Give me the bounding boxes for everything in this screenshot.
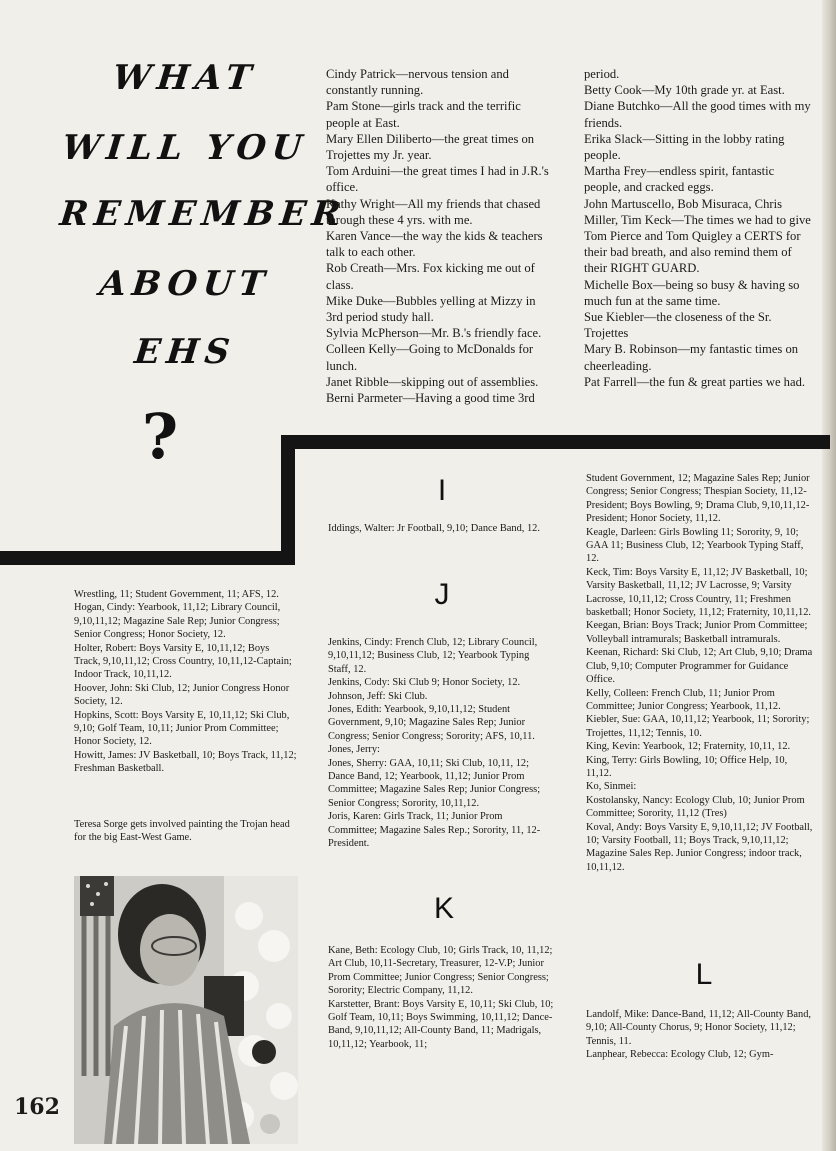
quote-item: Berni Parmeter—Having a good time 3rd <box>326 391 535 406</box>
quote-item: Sylvia McPherson—Mr. B.'s friendly face. <box>326 326 542 341</box>
roster-section-i <box>328 522 554 535</box>
quote-item: Mary B. Robinson—my fantastic times on cheerleading. <box>584 342 799 373</box>
question-mark: ? <box>141 400 179 473</box>
roster-entry: Iddings, Walter: Jr Football, 9,10; Dance Band, 12. <box>328 523 540 534</box>
quote-item: Pat Farrell—the fun & great parties we had. <box>584 374 806 389</box>
roster-section-l <box>586 1008 814 1062</box>
roster-entry: Ko, Sinmei: <box>586 781 637 793</box>
roster-entry: Lanphear, Rebecca: Ecology Club, 12; Gym- <box>586 1049 774 1061</box>
headline-line-4: ABOUT <box>97 264 273 304</box>
quote-item: Kathy Wright—All my friends that chased through these 4 yrs. with me. <box>326 196 541 227</box>
page-number: 162 <box>14 1094 60 1120</box>
roster-column-3 <box>586 472 814 874</box>
roster-entry: Keegan, Brian: Boys Track; Junior Prom Committee; Volleyball intramurals; Basketball intramurals. <box>586 620 808 645</box>
roster-column-1 <box>74 588 298 776</box>
section-letter-l: L <box>695 958 713 991</box>
roster-entry: Hopkins, Scott: Boys Varsity E, 10,11,12; Ski Club, 9,10; Golf Team, 10,11; Junior Prom Committee; Honor Society, 12. <box>74 709 290 748</box>
quote-item: Tom Arduini—the great times I had in J.R.'s office. <box>326 164 549 195</box>
roster-entry: Johnson, Jeff: Ski Club. <box>328 690 428 702</box>
roster-entry: Kelly, Colleen: French Club, 11; Junior Prom Committee; Junior Congress; Yearbook, 11,12. <box>586 687 781 712</box>
quote-item: Martha Frey—endless spirit, fantastic people, and cracked eggs. <box>584 164 775 195</box>
quote-item: Erika Slack—Sitting in the lobby rating people. <box>584 131 785 163</box>
quote-item: Michelle Box—being so busy & having so much fun at the same time. <box>584 277 800 308</box>
quote-item: Pam Stone—girls track and the terrific people at East. <box>326 99 521 130</box>
quote-item: Mary Ellen Diliberto—the great times on Trojettes my Jr. year. <box>326 131 535 163</box>
photo-caption: Teresa Sorge gets involved painting the Trojan head for the big East-West Game. <box>74 819 290 844</box>
photo-teresa-sorge <box>74 876 298 1144</box>
section-letter-k: K <box>433 892 454 925</box>
roster-entry: Keck, Tim: Boys Varsity E, 11,12; JV Basketball, 10; Varsity Basketball, 11,12; JV Lacrosse, 9; Varsity Lacrosse, 10,11,12; Cross Country, 11; Freshmen basketball; Honor Society, 11,12; Fraternity, 10,11,12. <box>586 566 811 619</box>
roster-entry: Keenan, Richard: Ski Club, 12; Art Club, 9,10; Drama Club, 9,10; Computer Programmer for Guidance Office. <box>586 647 813 686</box>
roster-section-k <box>328 944 554 1051</box>
headline-line-3: REMEMBER <box>57 194 349 234</box>
roster-entry: Keagle, Darleen: Girls Bowling 11; Sorority, 9, 10; GAA 11; Business Club, 12; Yearbook Typing Staff, 12. <box>586 526 804 565</box>
quote-item: John Martuscello, Bob Misuraca, Chris Miller, Tim Keck—The times we had to give Tom Pierce and Tom Quigley a CERTS for their bad breath, and also remind them of their RIGHT GUARD. <box>584 196 811 276</box>
quote-item: Diane Butchko—All the good times with my friends. <box>584 99 811 130</box>
quote-item: period. <box>584 67 620 81</box>
roster-entry: Hogan, Cindy: Yearbook, 11,12; Library Council, 9,10,11,12; Magazine Sale Rep; Junior Congress; Senior Congress; Honor Society, 12. <box>74 602 281 641</box>
roster-entry: Kane, Beth: Ecology Club, 10; Girls Track, 10, 11,12; Art Club, 10,11-Secretary, Treasurer, 12-V.P; Junior Prom Committee; Junior Congress; Senior Congress; Sorority; Electric Company, 11,12. <box>328 945 553 997</box>
roster-entry: Jenkins, Cody: Ski Club 9; Honor Society, 12. <box>328 677 521 689</box>
roster-entry: Jones, Jerry: <box>328 744 380 756</box>
quote-item: Cindy Patrick—nervous tension and constantly running. <box>326 67 509 98</box>
section-letter-i: I <box>437 474 447 507</box>
roster-entry: Wrestling, 11; Student Government, 11; AFS, 12. <box>74 589 279 600</box>
roster-entry: Howitt, James: JV Basketball, 10; Boys Track, 11,12; Freshman Basketball. <box>74 749 297 775</box>
roster-entry: King, Kevin: Yearbook, 12; Fraternity, 10,11, 12. <box>586 741 791 753</box>
roster-entry: Jenkins, Cindy: French Club, 12; Library Council, 9,10,11,12; Business Club, 12; Yearbook Typing Staff, 12. <box>328 637 538 675</box>
roster-section-j <box>328 636 554 851</box>
quote-item: Colleen Kelly—Going to McDonalds for lunch. <box>326 342 534 373</box>
quote-item: Karen Vance—the way the kids & teachers talk to each other. <box>326 229 543 260</box>
quote-item: Betty Cook—My 10th grade yr. at East. <box>584 83 785 98</box>
roster-entry: Koval, Andy: Boys Varsity E, 9,10,11,12; JV Football, 10; Varsity Football, 11; Boys Track, 9,10,11,12; Magazine Sales Rep. Junior Congress; indoor track, 10,11,12. <box>586 821 813 873</box>
quote-item: Janet Ribble—skipping out of assemblies. <box>326 374 539 389</box>
roster-entry: Jones, Sherry: GAA, 10,11; Ski Club, 10,11, 12; Dance Band, 12; Yearbook, 11,12; Junior Prom Committee; Magazine Sales Rep; Junior Congress; Senior Congress; Sorority, 10,11,12. <box>328 757 541 809</box>
roster-entry: Kiebler, Sue: GAA, 10,11,12; Yearbook, 11; Sorority; Trojettes, 11,12; Tennis, 10. <box>586 714 810 739</box>
roster-entry: Student Government, 12; Magazine Sales Rep; Junior Congress; Senior Congress; Thespian Society, 11,12-President; Boys Bowling, 9; Drama Club, 9,10,11,12-President; Honor Society, 11,12. <box>586 473 810 525</box>
section-letter-j: J <box>434 578 450 611</box>
headline-line-5: EHS <box>132 332 238 372</box>
roster-entry: Joris, Karen: Girls Track, 11; Junior Prom Committee; Magazine Sales Rep.; Sorority, 11, 12-President. <box>328 811 541 850</box>
roster-entry: King, Terry: Girls Bowling, 10; Office Help, 10, 11,12. <box>586 754 788 779</box>
roster-entry: Landolf, Mike: Dance-Band, 11,12; All-County Band, 9,10; All-County Chorus, 9; Honor Society, 11,12; Tennis, 11. <box>586 1009 811 1047</box>
headline-line-2: WILL YOU <box>60 128 310 168</box>
roster-entry: Holter, Robert: Boys Varsity E, 10,11,12; Boys Track, 9,10,11,12; Cross Country, 10,11,12-Captain; Indoor Track, 10,11,12. <box>74 642 292 681</box>
quote-item: Sue Kiebler—the closeness of the Sr. Trojettes <box>584 310 772 341</box>
roster-entry: Karstetter, Brant: Boys Varsity E, 10,11; Ski Club, 10; Golf Team, 10,11; Boys Swimming, 10,11,12; Dance-Band, 9,10,11,12; All-County Band, 11; Madrigals, 10,11,12; Yearbook, 11; <box>328 998 554 1050</box>
headline-line-1: WHAT <box>110 58 260 98</box>
roster-entry: Kostolansky, Nancy: Ecology Club, 10; Junior Prom Committee; Sorority, 11,12 (Tres) <box>586 794 805 820</box>
quote-item: Rob Creath—Mrs. Fox kicking me out of class. <box>326 261 535 292</box>
quote-item: Mike Duke—Bubbles yelling at Mizzy in 3rd period study hall. <box>326 293 536 325</box>
roster-entry: Hoover, John: Ski Club, 12; Junior Congress Honor Society, 12. <box>74 682 290 708</box>
roster-entry: Jones, Edith: Yearbook, 9,10,11,12; Student Government, 9,10; Magazine Sales Rep; Junior Congress; Senior Congress; Sorority; AFS, 10,11. <box>328 704 535 742</box>
